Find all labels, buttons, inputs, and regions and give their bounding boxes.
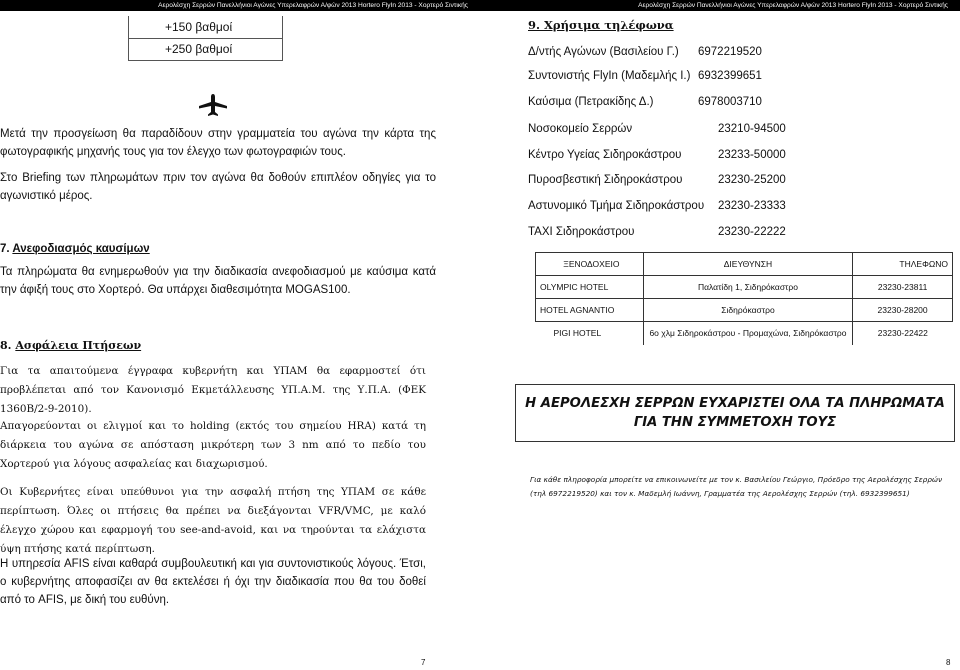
thank-you-box	[515, 384, 955, 442]
points-cell: +250 βαθμοί	[129, 38, 283, 60]
hotel-address: 6ο χλμ Σιδηροκάστρου - Προμαχώνα, Σιδηρόκαστρο	[643, 322, 852, 345]
hotel-name: OLYMPIC HOTEL	[536, 276, 644, 299]
hotel-name: PIGI HOTEL	[536, 322, 644, 345]
section-9-heading	[528, 18, 674, 32]
contact-name: Πυροσβεστική Σιδηροκάστρου	[528, 174, 683, 186]
page-number: 7	[421, 658, 426, 667]
contact-number: 23230-22222	[718, 226, 786, 238]
section-title: 9. Χρήσιμα τηλέφωνα	[528, 18, 674, 32]
hotel-phone: 23230-22422	[853, 322, 953, 345]
contact-name: Αστυνομικό Τμήμα Σιδηροκάστρου	[528, 200, 705, 212]
contact-name: Δ/ντής Αγώνων (Βασιλείου Γ.)	[528, 46, 679, 58]
contact-name: Κέντρο Υγείας Σιδηροκάστρου	[528, 149, 682, 161]
running-header-right: Αερολέσχη Σερρών Πανελλήνιοι Αγώνες Υπερελαφρών Α/φών 2013 Hortero FlyIn 2013 - Χορτερό Σιντικής	[480, 0, 960, 11]
thank-you-line-1: Η ΑΕΡΟΛΕΣΧΗ ΣΕΡΡΩΝ ΕΥΧΑΡΙΣΤΕΙ ΟΛΑ ΤΑ ΠΛΗΡΩΜΑΤΑ	[525, 396, 945, 411]
table-row	[536, 299, 953, 322]
running-header-left: Αερολέσχη Σερρών Πανελλήνιοι Αγώνες Υπερελαφρών Α/φών 2013 Hortero FlyIn 2013 - Χορτερό Σιντικής	[0, 0, 480, 11]
column-header: ΞΕΝΟΔΟΧΕΙΟ	[536, 253, 644, 276]
list-item	[528, 174, 928, 190]
safety-paragraph-1: Για τα απαιτούμενα έγγραφα κυβερνήτη και ΥΠΑΜ θα εφαρμοστεί ότι προβλέπεται από τον Κανονισμό Εκμετάλλευσης ΥΠ.Α.Μ. της Υ.Π.Α. (ΦΕΚ 1360Β/2-9-2010).	[0, 365, 426, 415]
contact-name: Συντονιστής FlyIn (Μαδεμλής Ι.)	[528, 70, 691, 82]
list-item	[528, 70, 928, 86]
table-header-row	[536, 253, 953, 276]
list-item	[528, 149, 928, 165]
hotel-address: Παλατίδη 1, Σιδηρόκαστρο	[643, 276, 852, 299]
contact-number: 23233-50000	[718, 149, 786, 161]
list-item	[528, 46, 928, 62]
section-title: Ανεφοδιασμός καυσίμων	[12, 243, 150, 255]
contact-name: Νοσοκομείο Σερρών	[528, 123, 633, 135]
points-cell: +150 βαθμοί	[129, 16, 283, 38]
safety-paragraph-3: Οι Κυβερνήτες είναι υπεύθυνοι για την ασφαλή πτήση της ΥΠΑΜ σε κάθε περίπτωση. Όλες οι πτήσεις θα πρέπει να διεξάγονται VFR/VMC, με καλό έλεγχο χώρου και εφαρμογή του see-and-avoid, και να τηρούνται τα ελάχιστα ύψη πτήσης κατά περίπτωση.	[0, 486, 426, 555]
contact-number: 6972219520	[698, 46, 762, 58]
contact-number: 23230-23333	[718, 200, 786, 212]
table-row	[129, 16, 283, 38]
contact-number: 6978003710	[698, 96, 762, 108]
page-number: 8	[946, 658, 951, 667]
contact-name: TAXI Σιδηροκάστρου	[528, 226, 635, 238]
list-item	[528, 226, 928, 242]
section-7-heading	[0, 243, 150, 255]
table-row	[536, 322, 953, 345]
contact-number: 23230-25200	[718, 174, 786, 186]
column-header: ΤΗΛΕΦΩΝΟ	[853, 253, 953, 276]
list-item	[528, 200, 928, 216]
briefing-instructions: Στο Briefing των πληρωμάτων πριν τον αγώνα θα δοθούν επιπλέον οδηγίες για το αγωνιστικό μέρος.	[0, 172, 436, 202]
contact-info: Για κάθε πληροφορία μπορείτε να επικοινωνείτε με τον κ. Βασιλείου Γεώργιο, Πρόεδρο της Αερολέσχης Σερρών (τηλ 6972219520) και τον κ. Μαδεμλή Ιωάννη, Γραμματέα της Αερολέσχης Σερρών (τηλ. 6932399651)	[530, 475, 943, 498]
section-number: 7.	[0, 243, 10, 255]
hotel-address: Σιδηρόκαστρο	[643, 299, 852, 322]
hotel-name: HOTEL AGNANTIO	[536, 299, 644, 322]
afis-paragraph: Η υπηρεσία AFIS είναι καθαρά συμβουλευτική και για συντονιστικούς λόγους. Έτσι, ο κυβερνήτης αποφασίζει αν θα εκτελέσει ή όχι την διαδικασία που θα του δοθεί από το AFIS, με δική του ευθύνη.	[0, 558, 426, 606]
section-title: Ασφάλεια Πτήσεων	[15, 339, 142, 352]
contact-number: 6932399651	[698, 70, 762, 82]
list-item	[528, 96, 928, 112]
section-number: 8.	[0, 339, 12, 352]
contact-number: 23210-94500	[718, 123, 786, 135]
photo-instructions: Μετά την προσγείωση θα παραδίδουν στην γραμματεία του αγώνα την κάρτα της φωτογραφικής μηχανής τους για τον έλεγχο των φωτογραφιών τους.	[0, 128, 436, 158]
table-row	[536, 276, 953, 299]
list-item	[528, 123, 928, 139]
points-table	[128, 16, 283, 61]
thank-you-line-2: ΓΙΑ ΤΗΝ ΣΥΜΜΕΤΟΧΗ ΤΟΥΣ	[633, 415, 837, 430]
contact-name: Καύσιμα (Πετρακίδης Δ.)	[528, 96, 654, 108]
hotel-phone: 23230-28200	[853, 299, 953, 322]
safety-paragraph-2: Απαγορεύονται οι ελιγμοί και το holding (εκτός του σημείου HRA) κατά τη διάρκεια του αγώνα σε απόσταση μικρότερη των 3 nm από το πεδίο του Χορτερού για λόγους ασφαλείας και διαχωρισμού.	[0, 420, 426, 470]
fuel-paragraph: Τα πληρώματα θα ενημερωθούν για την διαδικασία ανεφοδιασμού με καύσιμα κατά την άφιξή τους στο Χορτερό. Θα υπάρχει διαθεσιμότητα MOGAS100.	[0, 266, 436, 296]
airplane-icon	[198, 93, 228, 117]
hotel-phone: 23230-23811	[853, 276, 953, 299]
hotels-table	[535, 252, 953, 345]
table-row	[129, 38, 283, 60]
column-header: ΔΙΕΥΘΥΝΣΗ	[643, 253, 852, 276]
section-8-heading	[0, 339, 141, 352]
